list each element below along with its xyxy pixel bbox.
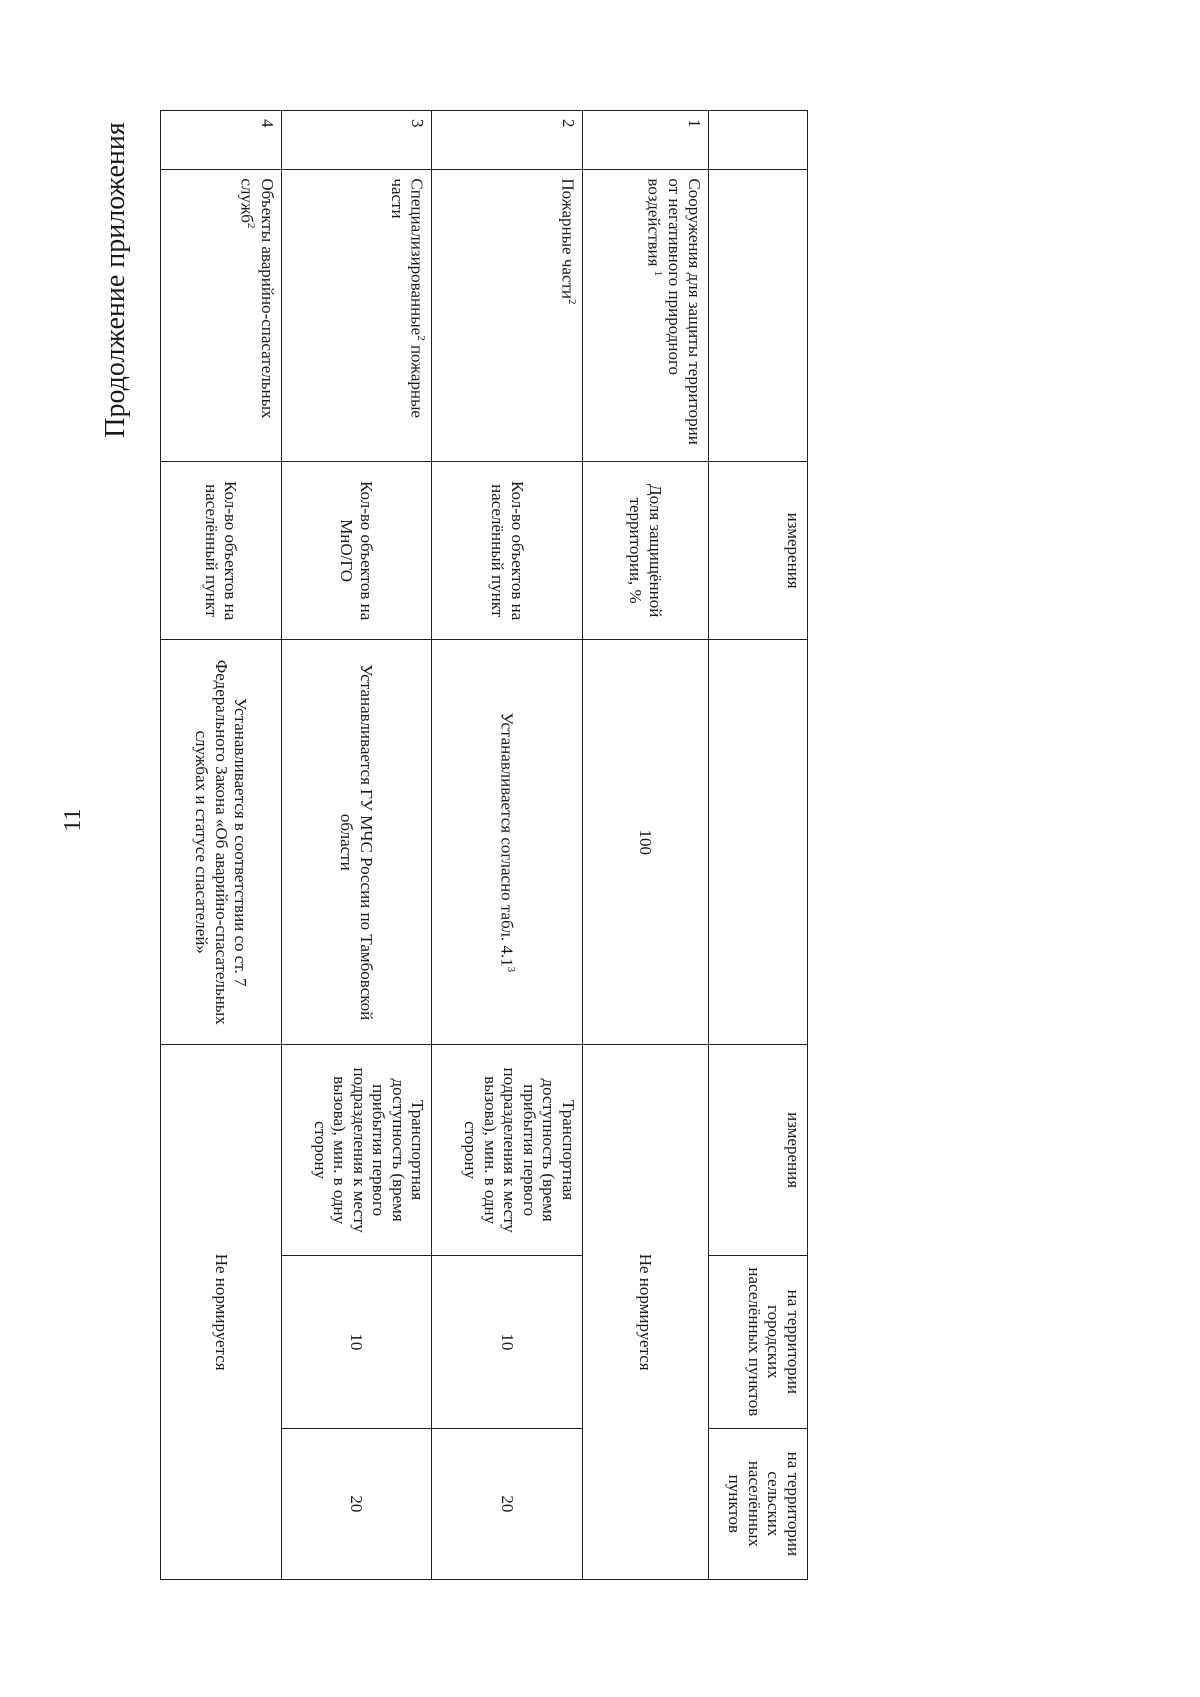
row-number: 2 bbox=[432, 111, 583, 170]
requirements-table-container bbox=[160, 110, 808, 1580]
header-cell-urban: на территории городских населённых пунктов bbox=[708, 1255, 807, 1428]
page-number: 11 bbox=[60, 808, 86, 832]
row-access-unit: Транспортная доступность (время прибытия первого подразделения к месту вызова), мин. в одну сторону bbox=[432, 1045, 583, 1256]
requirements-table bbox=[160, 110, 808, 1580]
header-cell-access-unit: измерения bbox=[708, 1045, 807, 1256]
header-cell-rural: на территории сельских населённых пунктов bbox=[708, 1428, 807, 1579]
row-unit: Кол-во объектов на населённый пункт bbox=[161, 462, 282, 640]
row-unit: Кол-во объектов на населённый пункт bbox=[432, 462, 583, 640]
row-number: 4 bbox=[161, 111, 282, 170]
row-value: Устанавливается ГУ МЧС России по Тамбовской области bbox=[281, 640, 432, 1045]
row-access-unit: Транспортная доступность (время прибытия первого подразделения к месту вызова), мин. в одну сторону bbox=[281, 1045, 432, 1256]
row-rural: 20 bbox=[281, 1428, 432, 1579]
table-header-row bbox=[708, 111, 807, 1580]
table-row bbox=[281, 111, 432, 1580]
row-access-merged: Не нормируется bbox=[582, 1045, 708, 1580]
row-value: 100 bbox=[582, 640, 708, 1045]
row-value: Устанавливается согласно табл. $4.1^3$ bbox=[432, 640, 583, 1045]
header-cell bbox=[708, 640, 807, 1045]
row-unit: Доля защищённой территории, % bbox=[582, 462, 708, 640]
row-name: Специализированные$^2$ пожарные части bbox=[281, 170, 432, 462]
row-rural: 20 bbox=[432, 1428, 583, 1579]
header-cell-unit: измерения bbox=[708, 462, 807, 640]
row-number: 3 bbox=[281, 111, 432, 170]
row-name: Пожарные части$^2$ bbox=[432, 170, 583, 462]
header-cell bbox=[708, 111, 807, 170]
row-number: 1 bbox=[582, 111, 708, 170]
table-row bbox=[432, 111, 583, 1580]
table-row bbox=[582, 111, 708, 1580]
row-unit: Кол-во объектов на МнО/ГО bbox=[281, 462, 432, 640]
row-name: Сооружения для защиты территории от негативного природного воздействия $^1$ bbox=[582, 170, 708, 462]
row-name: Объекты аварийно-спасательных служб$^2$ bbox=[161, 170, 282, 462]
row-access-merged: Не нормируется bbox=[161, 1045, 282, 1580]
page-title: Продолжение приложения bbox=[100, 122, 131, 438]
row-urban: 10 bbox=[432, 1255, 583, 1428]
table-row bbox=[161, 111, 282, 1580]
row-urban: 10 bbox=[281, 1255, 432, 1428]
header-cell bbox=[708, 170, 807, 462]
row-value: Устанавливается в соответствии со ст. 7 Федерального Закона «Об аварийно-спасательных службах и статусе спасателей» bbox=[161, 640, 282, 1045]
